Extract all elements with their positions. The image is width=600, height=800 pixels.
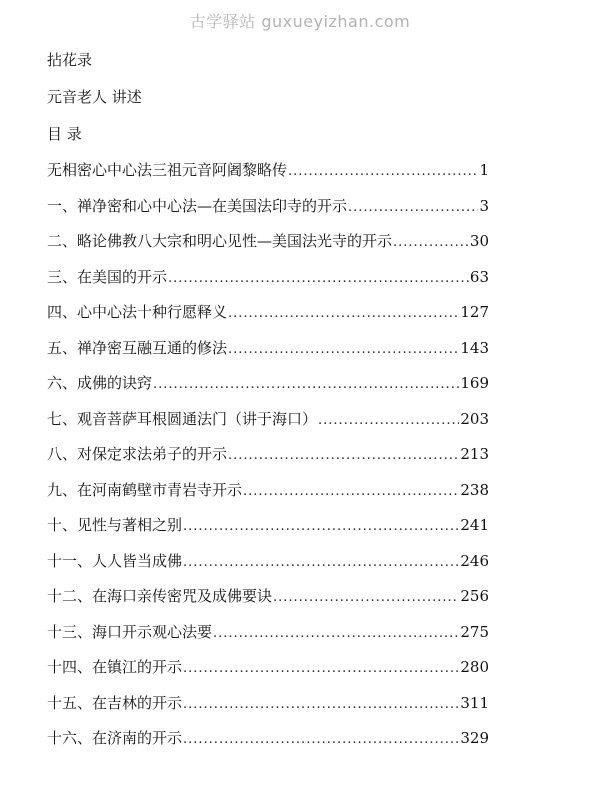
toc-entry[interactable] (47, 544, 489, 580)
toc-leader-dots (243, 474, 459, 510)
toc-entry-title: 十二、在海口亲传密咒及成佛要诀 (47, 587, 273, 605)
toc-entry[interactable] (47, 615, 489, 651)
toc-entry-page: 256 (460, 587, 489, 605)
toc-entry-title: 一、禅净密和心中心法—在美国法印寺的开示 (47, 196, 348, 215)
toc-entry-title: 十六、在济南的开示 (47, 729, 183, 747)
toc-leader-dots (183, 509, 459, 545)
toc-entry-title: 六、成佛的诀窍 (47, 374, 153, 392)
toc-entry-title: 十一、人人皆当成佛 (47, 551, 183, 570)
toc-entry[interactable] (47, 295, 489, 331)
toc-entry-title: 九、在河南鹤壁市青岩寺开示 (47, 480, 243, 499)
toc-leader-dots (183, 651, 459, 687)
toc-leader-dots (168, 261, 469, 297)
toc-entry[interactable] (47, 437, 489, 473)
toc-entry[interactable] (47, 579, 489, 615)
toc-entry[interactable] (47, 473, 489, 509)
toc-entry-page: 311 (460, 693, 489, 712)
toc-entry[interactable] (47, 260, 489, 296)
toc-leader-dots (393, 225, 469, 261)
toc-leader-dots (183, 687, 459, 723)
toc-entry-page: 203 (460, 409, 489, 428)
toc-entry-title: 十、见性与著相之别 (47, 516, 183, 534)
toc-leader-dots (228, 296, 459, 332)
toc-entry[interactable] (47, 224, 489, 260)
toc-leader-dots (183, 722, 459, 758)
toc-leader-dots (273, 580, 459, 616)
toc-entry[interactable] (47, 650, 489, 686)
toc-entry[interactable] (47, 508, 489, 544)
table-of-contents (47, 153, 489, 757)
toc-entry-page: 30 (469, 232, 489, 250)
book-title: 拈花录 (47, 51, 93, 69)
toc-entry-title: 十四、在镇江的开示 (47, 658, 183, 676)
toc-entry-page: 3 (479, 196, 489, 215)
toc-entry[interactable] (47, 366, 489, 402)
toc-entry-title: 八、对保定求法弟子的开示 (47, 445, 228, 463)
toc-entry-page: 169 (460, 374, 489, 392)
toc-leader-dots (228, 332, 459, 368)
toc-entry[interactable] (47, 153, 489, 189)
toc-entry[interactable] (47, 189, 489, 225)
toc-entry-page: 127 (460, 303, 489, 321)
toc-leader-dots (228, 438, 459, 474)
toc-entry-title: 五、禅净密互融互通的修法 (47, 338, 228, 357)
toc-leader-dots (318, 403, 459, 439)
toc-entry-title: 四、心中心法十种行愿释义 (47, 303, 228, 321)
toc-entry[interactable] (47, 686, 489, 722)
toc-entry[interactable] (47, 331, 489, 367)
toc-entry-title: 无相密心中心法三祖元音阿阇黎略传 (47, 161, 288, 179)
toc-leader-dots (183, 545, 459, 581)
toc-entry-title: 七、观音菩萨耳根圆通法门（讲于海口） (47, 409, 318, 428)
toc-entry[interactable] (47, 721, 489, 757)
watermark: 古学驿站 guxueyizhan.com (189, 12, 411, 31)
toc-leader-dots (348, 190, 478, 226)
toc-entry-title: 二、略论佛教八大宗和明心见性—美国法光寺的开示 (47, 232, 393, 250)
toc-entry-title: 十三、海口开示观心法要 (47, 622, 213, 641)
toc-leader-dots (213, 616, 459, 652)
author-line: 元音老人 讲述 (47, 88, 142, 106)
toc-entry[interactable] (47, 402, 489, 438)
toc-entry-page: 280 (460, 658, 489, 676)
toc-entry-page: 238 (460, 480, 489, 499)
toc-entry-page: 241 (460, 516, 489, 534)
toc-entry-page: 275 (460, 622, 489, 641)
toc-leader-dots (153, 367, 459, 403)
toc-entry-page: 213 (460, 445, 489, 463)
toc-entry-page: 246 (460, 551, 489, 570)
toc-entry-title: 三、在美国的开示 (47, 267, 168, 286)
toc-entry-title: 十五、在吉林的开示 (47, 693, 183, 712)
toc-entry-page: 329 (460, 729, 489, 747)
toc-entry-page: 143 (460, 338, 489, 357)
document-page (47, 42, 489, 757)
toc-entry-page: 1 (479, 161, 489, 179)
toc-leader-dots (288, 154, 478, 190)
toc-heading: 目 录 (47, 125, 82, 143)
toc-entry-page: 63 (469, 267, 489, 286)
